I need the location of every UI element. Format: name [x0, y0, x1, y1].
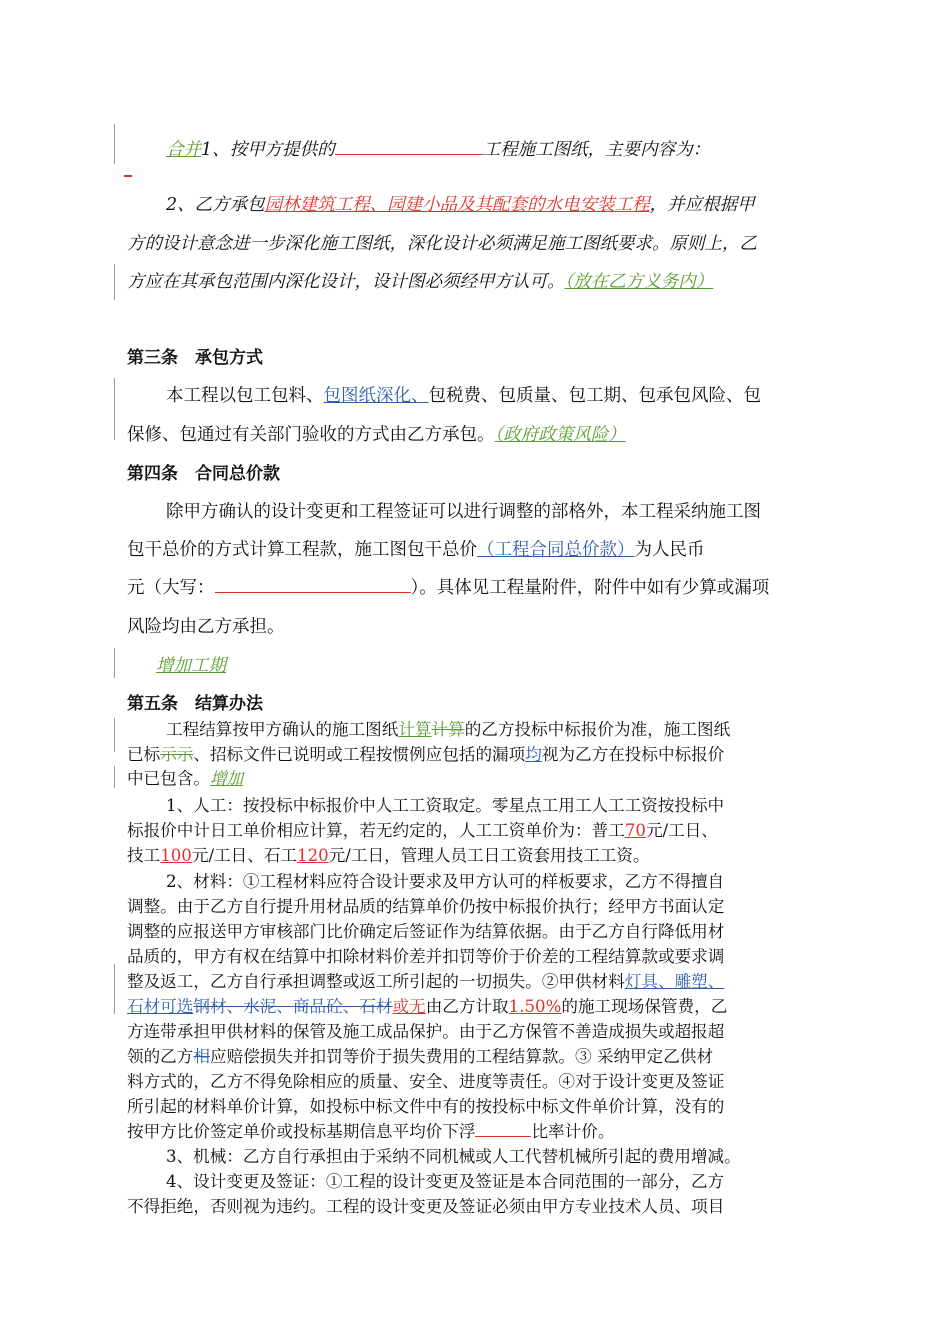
article-4-line-2: 包干总价的方式计算工程款，施工图包干总价（工程合同总价款）为人民币	[127, 540, 705, 560]
change-bar	[114, 766, 115, 788]
material-line-4: 品质的，甲方有权在结算中扣除材料价差并扣罚等价于价差的工程结算款或要求调	[127, 947, 725, 966]
deleted-text: 示示	[160, 745, 194, 764]
clause-1-line: 合并1、按甲方提供的 工程施工图纸，主要内容为：	[166, 140, 711, 160]
article-4-line-4: 风险均由乙方承担。	[127, 617, 285, 637]
material-line-9: 料方式的，乙方不得免除相应的质量、安全、进度等责任。④对于设计变更及签证	[127, 1072, 725, 1091]
machinery-line: 3、机械：乙方自行承担由于采纳不同机械或人工代替机械所引起的费用增减。	[166, 1147, 741, 1166]
change-line-1: 4、设计变更及签证：①工程的设计变更及签证是本合同范围的一部分，乙方	[166, 1172, 725, 1191]
clause-2-line-2: 方的设计意念进一步深化施工图纸，深化设计必须满足施工图纸要求。原则上，乙	[127, 234, 757, 254]
material-line-5: 整及返工，乙方自行承担调整或返工所引起的一切损失。②甲供材料灯具、雕塑、	[127, 972, 725, 991]
change-bar	[114, 264, 115, 300]
article-4-add-comment: 增加工期	[156, 656, 226, 676]
note-comment: （政府政策风险）	[494, 425, 626, 445]
rate-value: 100	[160, 846, 192, 865]
insert-text: 包图纸深化、	[323, 386, 429, 406]
insert-text: 灯具、雕塑、	[624, 972, 725, 991]
deleted-text: 相	[193, 1047, 210, 1066]
deleted-text: 计算	[431, 720, 465, 739]
clause-2-line-1: 2、乙方承包园林建筑工程、园建小品及其配套的水电安装工程，并应根据甲	[166, 195, 755, 215]
article-5-line-1: 工程结算按甲方确认的施工图纸计算计算的乙方投标中标报价为准，施工图纸	[166, 720, 731, 739]
article-5-title: 第五条 结算办法	[127, 694, 263, 714]
article-3-line-2: 保修、包通过有关部门验收的方式由乙方承包。（政府政策风险）	[127, 425, 626, 445]
change-bar	[114, 648, 115, 678]
fee-rate: 1.50%	[508, 997, 562, 1016]
insert-text: 计算	[398, 720, 432, 739]
labor-line-1: 1、人工：按投标中标报价中人工工资取定。零星点工用工人工工资按投标中	[166, 796, 725, 815]
insert-text: 或无	[392, 997, 426, 1016]
article-4-title: 第四条 合同总价款	[127, 464, 280, 484]
article-4-line-3: 元（大写： ）。具体见工程量附件，附件中如有少算或漏项	[127, 578, 770, 598]
labor-line-2: 标报价中计日工单价相应计算，若无约定的，人工工资单价为：普工70元/工日、	[127, 821, 718, 840]
material-line-1: 2、材料：①工程材料应符合设计要求及甲方认可的样板要求，乙方不得擅自	[166, 872, 725, 891]
material-line-11: 按甲方比价签定单价或投标基期信息平均价下浮 比率计价。	[127, 1122, 615, 1141]
add-comment: 增加	[209, 769, 244, 788]
material-line-2: 调整。由于乙方自行提升用材品质的结算单价仍按中标报价执行；经甲方书面认定	[127, 897, 725, 916]
scope-text: 园林建筑工程、园建小品及其配套的水电安装工程	[264, 195, 650, 215]
material-line-7: 方连带承担甲供材料的保管及施工成品保护。由于乙方保管不善造成损失或超报超	[127, 1022, 725, 1041]
change-bar	[114, 718, 115, 752]
material-line-3: 调整的应报送甲方审核部门比价确定后签证作为结算依据。由于乙方自行降低用材	[127, 922, 725, 941]
change-bar	[114, 964, 115, 1014]
labor-line-3: 技工100元/工日、石工120元/工日，管理人员工日工资套用技工工资。	[127, 846, 650, 865]
material-line-10: 所引起的材料单价计算，如投标中标文件中有的按投标中标文件单价计算，没有的	[127, 1097, 725, 1116]
float-rate-blank[interactable]	[475, 1120, 531, 1137]
clause-2-line-3: 方应在其承包范围内深化设计，设计图必须经甲方认可。（放在乙方义务内）	[127, 272, 714, 292]
revision-mark	[124, 175, 132, 177]
article-5-line-2: 已标示示、招标文件已说明或工程按惯例应包括的漏项均视为乙方在投标中标报价	[127, 745, 725, 764]
rate-value: 120	[297, 846, 329, 865]
merge-comment: 合并	[166, 140, 201, 160]
deleted-text: 钢材、水泥、商品砼、石材	[193, 997, 393, 1016]
change-line-2: 不得拒绝，否则视为违约。工程的设计变更及签证必须由甲方专业技术人员、项目	[127, 1197, 725, 1216]
material-line-6: 石材可选钢材、水泥、商品砼、石材或无由乙方计取1.50%的施工现场保管费，乙	[127, 997, 728, 1016]
amount-in-words-blank[interactable]	[215, 576, 411, 593]
insert-text: 石材可选	[127, 997, 194, 1016]
insert-text: 均	[525, 745, 542, 764]
project-name-blank[interactable]	[335, 138, 483, 155]
material-line-8: 领的乙方相应赔偿损失并扣罚等价于损失费用的工程结算款。③ 采纳甲定乙供材	[127, 1047, 714, 1066]
article-5-line-3: 中已包含。增加	[127, 769, 244, 788]
article-3-line-1: 本工程以包工包料、包图纸深化、包税费、包质量、包工期、包承包风险、包	[166, 386, 761, 406]
article-3-title: 第三条 承包方式	[127, 348, 263, 368]
note-comment: （放在乙方义务内）	[564, 272, 714, 292]
change-bar	[114, 124, 115, 164]
article-4-line-1: 除甲方确认的设计变更和工程签证可以进行调整的部格外，本工程采纳施工图	[166, 502, 761, 522]
insert-text: （工程合同总价款）	[477, 540, 635, 560]
rate-value: 70	[624, 821, 646, 840]
change-bar	[114, 378, 115, 440]
